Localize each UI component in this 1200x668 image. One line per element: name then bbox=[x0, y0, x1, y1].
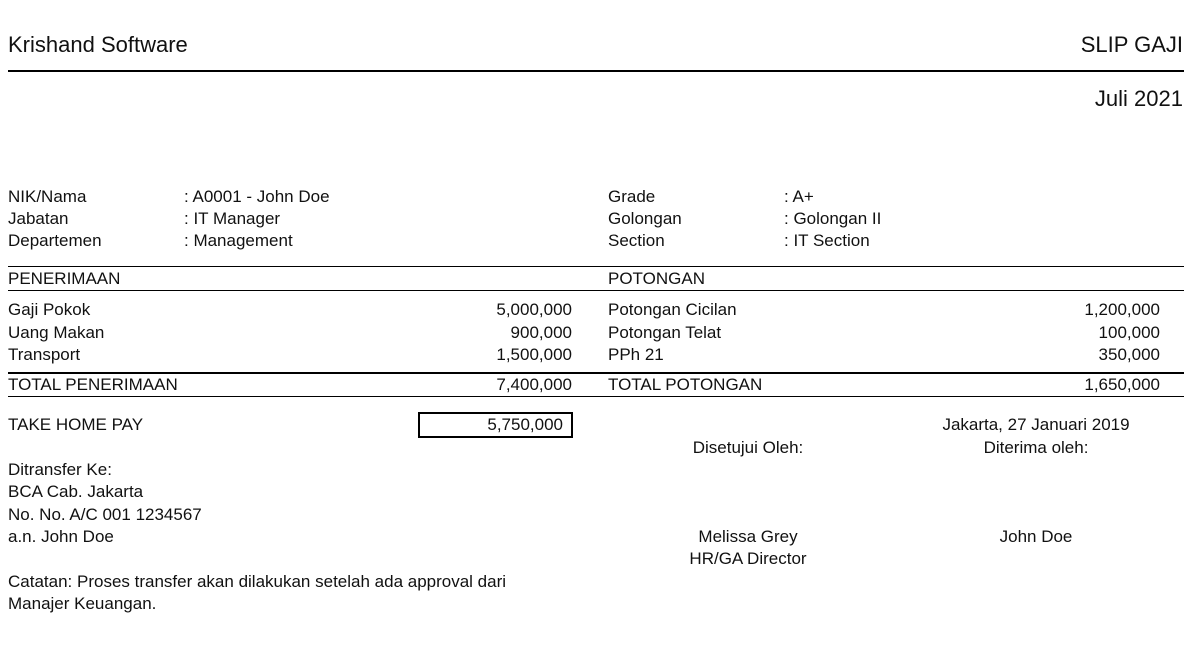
potongan-item-amount: 100,000 bbox=[1098, 323, 1160, 342]
potongan-item-amount: 350,000 bbox=[1098, 345, 1160, 364]
transfer-line: Ditransfer Ke: bbox=[8, 460, 112, 479]
jabatan-value: : IT Manager bbox=[184, 209, 281, 228]
section-top-divider bbox=[8, 266, 1184, 267]
totals-bottom-divider bbox=[8, 396, 1184, 397]
penerimaan-item-label: Uang Makan bbox=[8, 323, 105, 342]
section-label: Section bbox=[608, 231, 665, 250]
approver-name: Melissa Grey bbox=[698, 527, 798, 546]
potongan-item-amount: 1,200,000 bbox=[1084, 300, 1160, 319]
transfer-line: BCA Cab. Jakarta bbox=[8, 482, 144, 501]
total-potongan-amount: 1,650,000 bbox=[1084, 375, 1160, 394]
header-divider bbox=[8, 70, 1184, 72]
transfer-line: No. No. A/C 001 1234567 bbox=[8, 505, 202, 524]
note-line: Catatan: Proses transfer akan dilakukan setelah ada approval dari bbox=[8, 572, 507, 591]
total-penerimaan-amount: 7,400,000 bbox=[496, 375, 572, 394]
section-value: : IT Section bbox=[784, 231, 870, 250]
note-line: Manajer Keuangan. bbox=[8, 594, 157, 613]
totals-top-divider bbox=[8, 372, 1184, 374]
golongan-label: Golongan bbox=[608, 209, 682, 228]
receiver-name: John Doe bbox=[999, 527, 1073, 546]
potongan-item-label: Potongan Telat bbox=[608, 323, 722, 342]
document-title: SLIP GAJI bbox=[1080, 32, 1183, 57]
potongan-item-label: PPh 21 bbox=[608, 345, 664, 364]
pay-period: Juli 2021 bbox=[1094, 86, 1183, 111]
section-heading-divider bbox=[8, 290, 1184, 291]
approved-by-label: Disetujui Oleh: bbox=[692, 438, 804, 457]
nik-nama-value: : A0001 - John Doe bbox=[184, 187, 330, 206]
penerimaan-heading: PENERIMAAN bbox=[8, 269, 121, 288]
place-date: Jakarta, 27 Januari 2019 bbox=[942, 415, 1130, 434]
total-potongan-label: TOTAL POTONGAN bbox=[608, 375, 763, 394]
take-home-pay-label: TAKE HOME PAY bbox=[8, 415, 144, 434]
potongan-item-label: Potongan Cicilan bbox=[608, 300, 737, 319]
jabatan-label: Jabatan bbox=[8, 209, 69, 228]
grade-label: Grade bbox=[608, 187, 656, 206]
penerimaan-item-amount: 1,500,000 bbox=[496, 345, 572, 364]
departemen-value: : Management bbox=[184, 231, 293, 250]
penerimaan-item-amount: 900,000 bbox=[510, 323, 572, 342]
nik-nama-label: NIK/Nama bbox=[8, 187, 87, 206]
received-by-label: Diterima oleh: bbox=[983, 438, 1089, 457]
approver-title: HR/GA Director bbox=[689, 549, 807, 568]
penerimaan-item-label: Transport bbox=[8, 345, 81, 364]
potongan-heading: POTONGAN bbox=[608, 269, 705, 288]
penerimaan-item-label: Gaji Pokok bbox=[8, 300, 91, 319]
company-name: Krishand Software bbox=[8, 32, 188, 57]
transfer-line: a.n. John Doe bbox=[8, 527, 114, 546]
golongan-value: : Golongan II bbox=[784, 209, 882, 228]
grade-value: : A+ bbox=[784, 187, 814, 206]
penerimaan-item-amount: 5,000,000 bbox=[496, 300, 572, 319]
take-home-pay-amount: 5,750,000 bbox=[418, 412, 573, 438]
total-penerimaan-label: TOTAL PENERIMAAN bbox=[8, 375, 178, 394]
departemen-label: Departemen bbox=[8, 231, 102, 250]
